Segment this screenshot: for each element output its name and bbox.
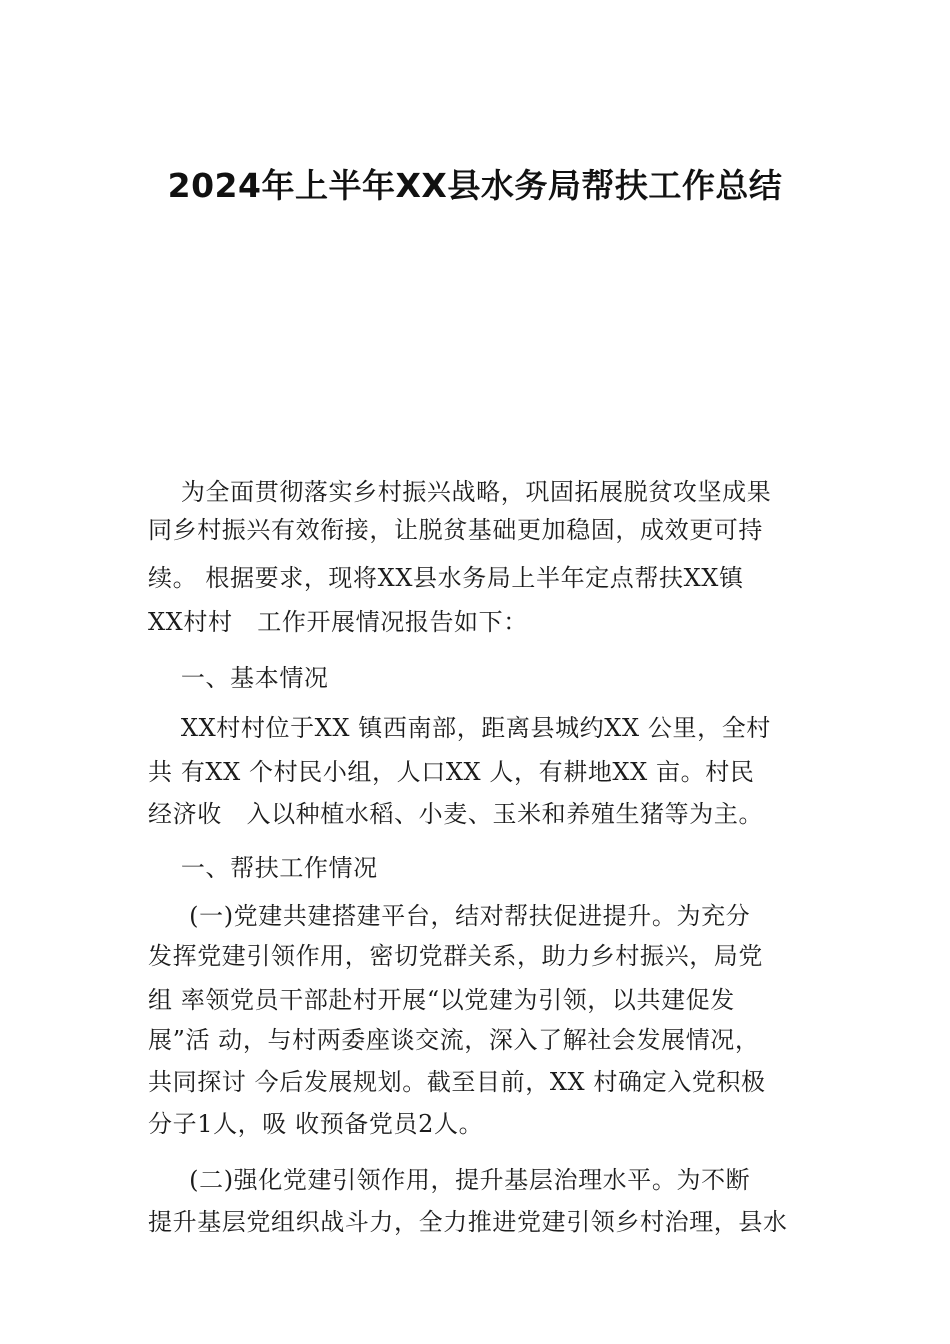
paragraph-line: 经济收 入以种植水稻、小麦、玉米和养殖生猪等为主。	[148, 800, 764, 828]
paragraph-line: 为全面贯彻落实乡村振兴战略，巩固拓展脱贫攻坚成果	[148, 478, 772, 506]
document-title: 2024年上半年XX县水务局帮扶工作总结	[167, 166, 783, 205]
paragraph-line: 续。 根据要求，现将XX县水务局上半年定点帮扶XX镇	[148, 564, 744, 592]
paragraph-line: 组 率领党员干部赴村开展“以党建为引领，以共建促发	[148, 986, 735, 1014]
paragraph-line: 同乡村振兴有效衔接，让脱贫基础更加稳固，成效更可持	[148, 516, 763, 544]
paragraph-line: (二)强化党建引领作用，提升基层治理水平。为不断	[148, 1166, 751, 1194]
section-heading: 一、帮扶工作情况	[148, 854, 378, 882]
paragraph-line: 发挥党建引领作用，密切党群关系，助力乡村振兴，局党	[148, 942, 763, 970]
paragraph-line: XX村村 工作开展情况报告如下：	[148, 608, 528, 636]
paragraph-line: 分子1人，吸 收预备党员2人。	[148, 1110, 484, 1138]
paragraph-line: 展”活 动，与村两委座谈交流，深入了解社会发展情况，	[148, 1026, 760, 1054]
section-heading: 一、基本情况	[148, 664, 329, 692]
paragraph-line: XX村村位于XX 镇西南部，距离县城约XX 公里，全村	[148, 714, 771, 742]
paragraph-line: 提升基层党组织战斗力，全力推进党建引领乡村治理，县水	[148, 1208, 788, 1236]
paragraph-line: 共 有XX 个村民小组，人口XX 人，有耕地XX 亩。村民	[148, 758, 755, 786]
paragraph-line: (一)党建共建搭建平台，结对帮扶促进提升。为充分	[148, 902, 751, 930]
paragraph-line: 共同探讨 今后发展规划。截至目前，XX 村确定入党积极	[148, 1068, 766, 1096]
